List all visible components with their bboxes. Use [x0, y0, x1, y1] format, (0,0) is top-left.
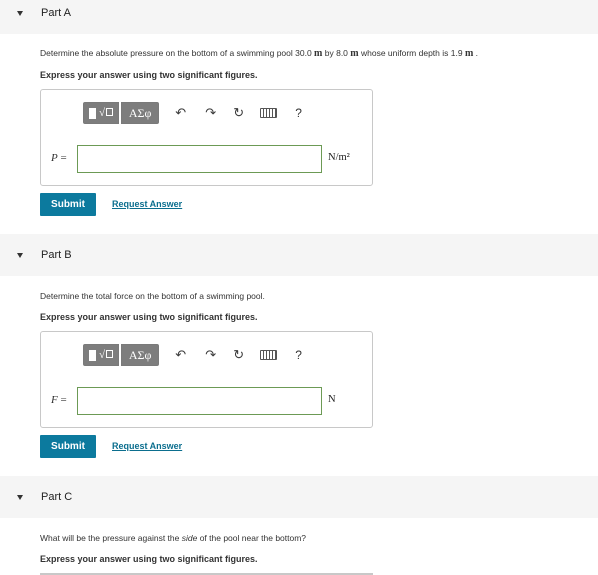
redo-icon[interactable]: ↷	[205, 105, 217, 120]
templates-button[interactable]: √	[83, 102, 119, 124]
keyboard-icon	[260, 350, 277, 360]
collapse-caret-icon[interactable]	[17, 11, 23, 16]
greek-symbols-button[interactable]: ΑΣφ	[121, 102, 159, 124]
answer-unit-label: N	[328, 394, 336, 405]
math-toolbar	[83, 343, 308, 367]
part-b-answer-box	[40, 331, 373, 428]
answer-unit-label: N/m²	[328, 152, 350, 163]
part-a-answer-box	[40, 89, 373, 186]
undo-icon[interactable]: ↶	[175, 105, 187, 120]
part-c-title: Part C	[41, 491, 73, 503]
keyboard-button[interactable]	[258, 345, 279, 365]
keyboard-icon	[260, 108, 277, 118]
reset-icon[interactable]: ↻	[233, 347, 245, 362]
part-a-header[interactable]	[0, 0, 598, 34]
part-c-instruction: Express your answer using two significant figures.	[40, 554, 258, 564]
part-a-request-answer-link[interactable]: Request Answer	[112, 199, 183, 209]
reset-icon[interactable]: ↻	[233, 105, 245, 120]
part-c-header[interactable]	[0, 476, 598, 518]
part-a-question: Determine the absolute pressure on the bottom of a swimming pool 30.0 m by 8.0 m whose uniform depth is 1.9 m .	[40, 48, 479, 59]
part-b-answer-input[interactable]	[77, 387, 322, 415]
part-a-answer-input[interactable]	[77, 145, 322, 173]
part-a-instruction: Express your answer using two significant figures.	[40, 70, 258, 80]
help-icon[interactable]: ?	[295, 348, 302, 362]
undo-icon[interactable]: ↶	[175, 347, 187, 362]
answer-variable-label: P =	[51, 152, 67, 164]
greek-symbols-button[interactable]: ΑΣφ	[121, 344, 159, 366]
part-b-submit-button[interactable]: Submit	[40, 435, 96, 458]
part-b-title: Part B	[41, 249, 72, 261]
part-b-question: Determine the total force on the bottom of a swimming pool.	[40, 291, 265, 301]
templates-icon	[89, 350, 96, 361]
part-a-title: Part A	[41, 7, 71, 19]
keyboard-button[interactable]	[258, 103, 279, 123]
collapse-caret-icon[interactable]	[17, 253, 23, 258]
templates-icon	[89, 108, 96, 119]
templates-button[interactable]: √	[83, 344, 119, 366]
part-b-request-answer-link[interactable]: Request Answer	[112, 441, 183, 451]
redo-icon[interactable]: ↷	[205, 347, 217, 362]
part-a-submit-button[interactable]: Submit	[40, 193, 96, 216]
math-toolbar	[83, 101, 308, 125]
part-c-question: What will be the pressure against the side of the pool near the bottom?	[40, 533, 307, 543]
collapse-caret-icon[interactable]	[17, 495, 23, 500]
help-icon[interactable]: ?	[295, 106, 302, 120]
part-b-header[interactable]	[0, 234, 598, 276]
answer-variable-label: F =	[51, 394, 67, 406]
part-b-instruction: Express your answer using two significant figures.	[40, 312, 258, 322]
